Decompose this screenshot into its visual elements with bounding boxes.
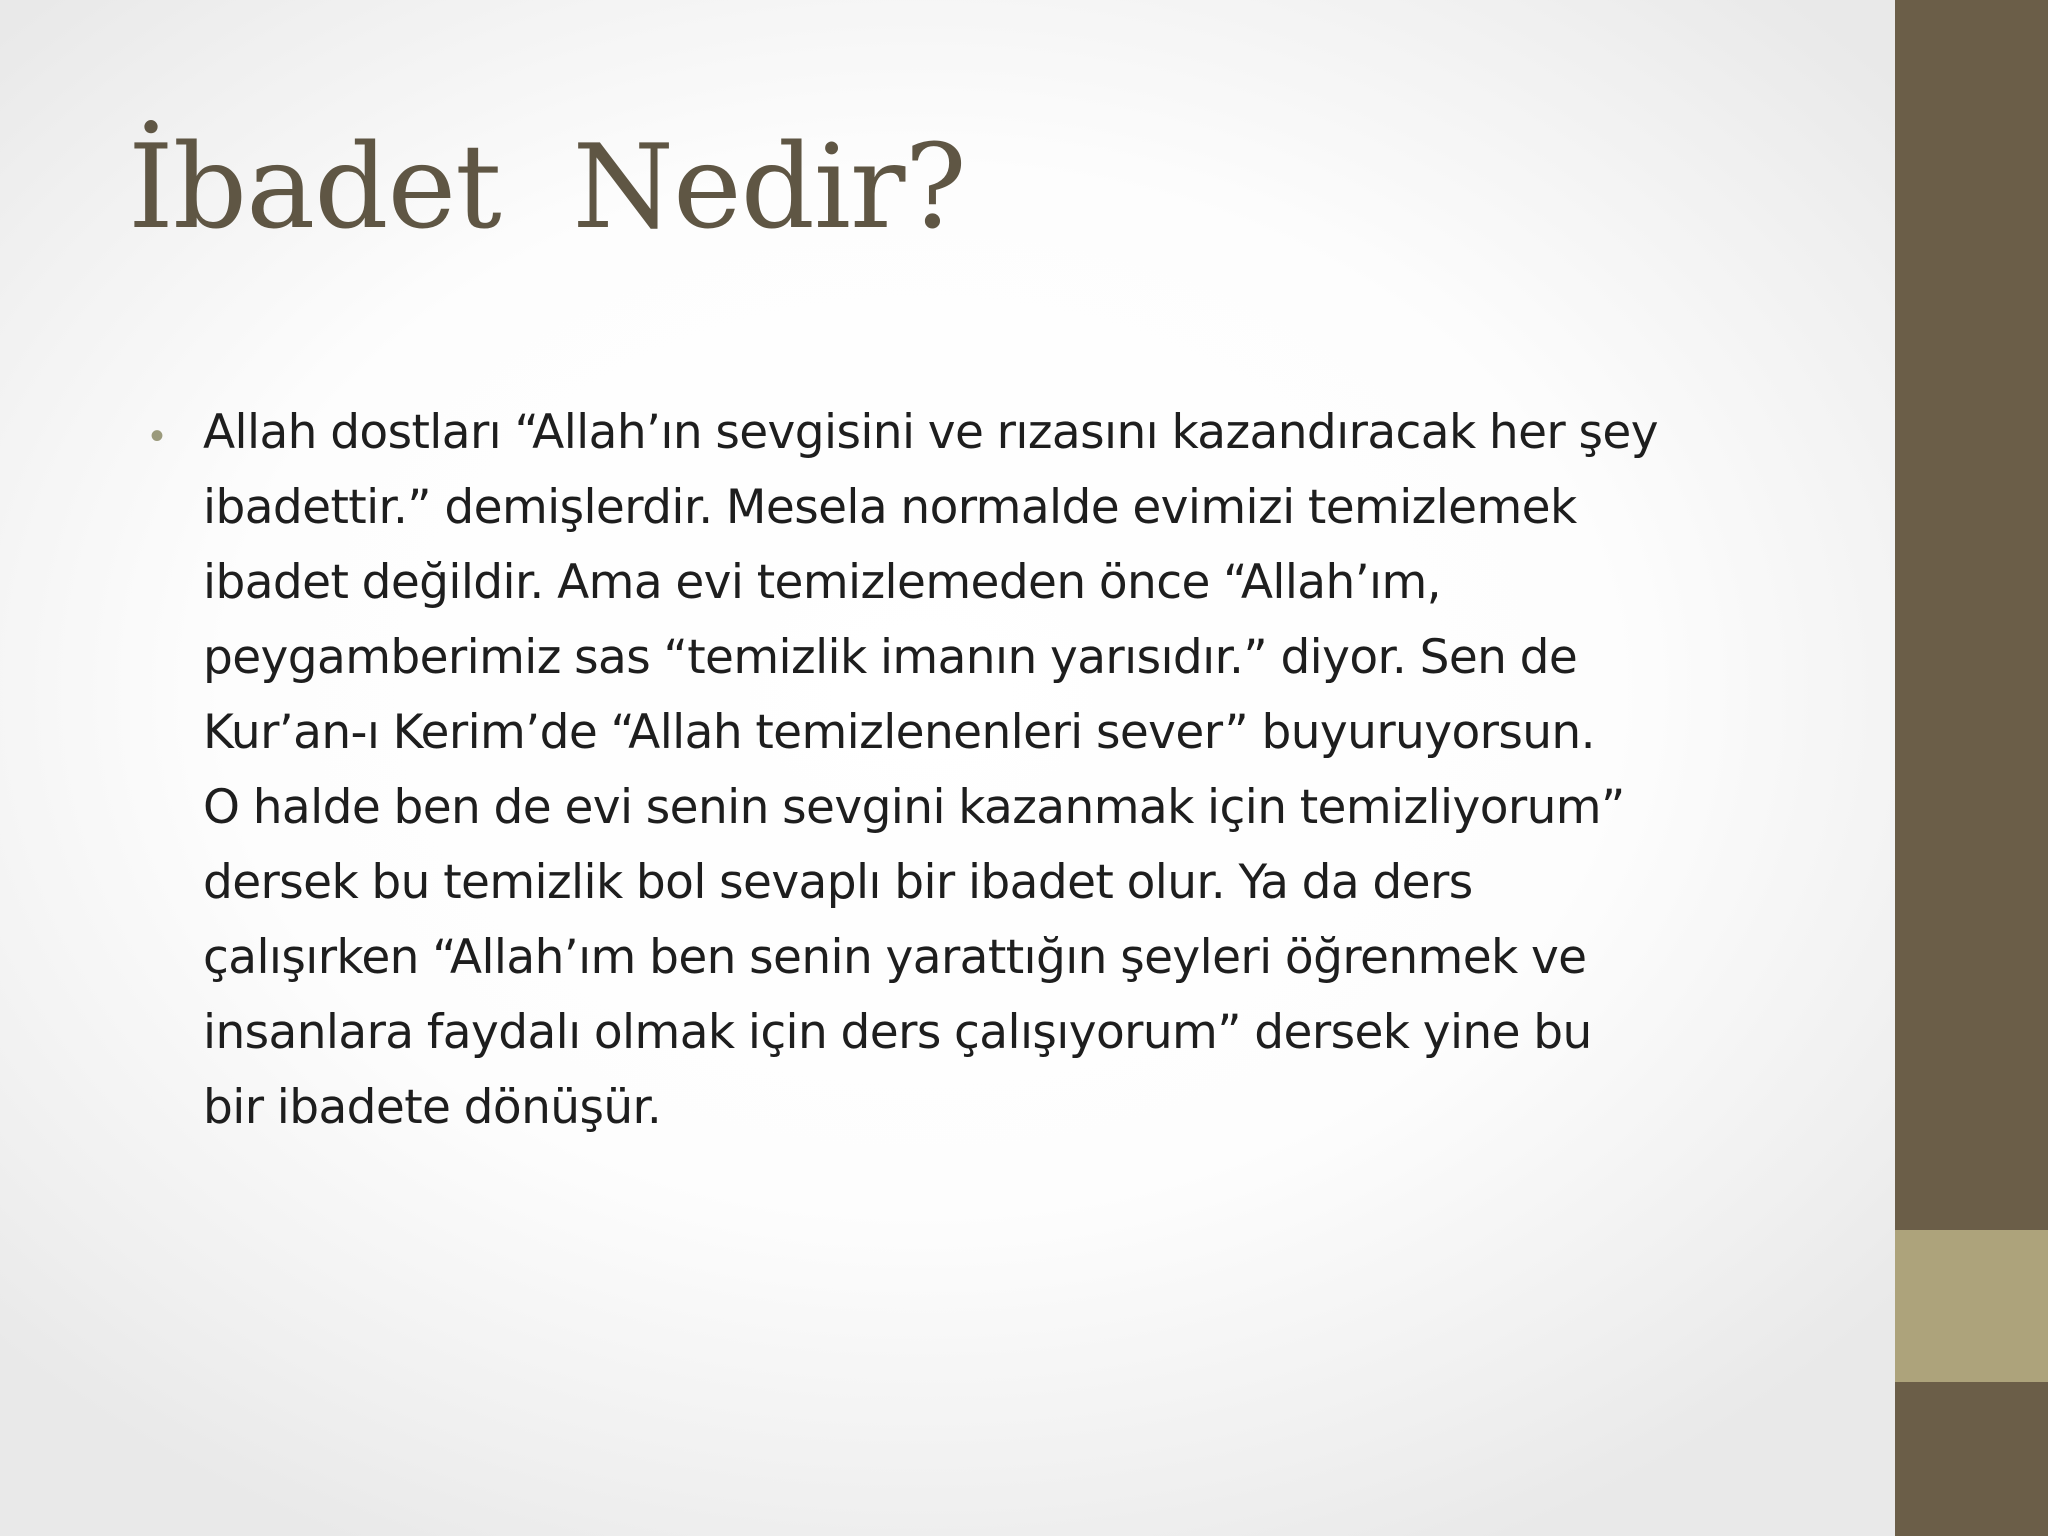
- body-line: ibadet değildir. Ama evi temizlemeden önce “Allah’ım,: [203, 555, 1442, 610]
- slide-title: İbadet Nedir?: [128, 120, 966, 255]
- body-line: bir ibadete dönüşür.: [203, 1080, 662, 1135]
- body-line: insanlara faydalı olmak için ders çalışıyorum” dersek yine bu: [203, 1005, 1592, 1060]
- body-line: dersek bu temizlik bol sevaplı bir ibadet olur. Ya da ders: [203, 855, 1473, 910]
- body-line: O halde ben de evi senin sevgini kazanmak için temizliyorum”: [203, 780, 1625, 835]
- bullet-text: [203, 395, 1850, 1145]
- body-line: Allah dostları “Allah’ın sevgisini ve rızasını kazandıracak her şey: [203, 405, 1658, 460]
- bullet-item: [150, 395, 1850, 1145]
- bullet-icon: •: [150, 414, 165, 458]
- body-line: Kur’an-ı Kerim’de “Allah temizlenenleri sever” buyuruyorsun.: [203, 705, 1595, 760]
- slide-body: [150, 395, 1850, 1145]
- body-line: çalışırken “Allah’ım ben senin yarattığın şeyleri öğrenmek ve: [203, 930, 1587, 985]
- decorative-side-accent: [1895, 1230, 2048, 1382]
- body-line: ibadettir.” demişlerdir. Mesela normalde evimizi temizlemek: [203, 480, 1577, 535]
- body-line: peygamberimiz sas “temizlik imanın yarısıdır.” diyor. Sen de: [203, 630, 1578, 685]
